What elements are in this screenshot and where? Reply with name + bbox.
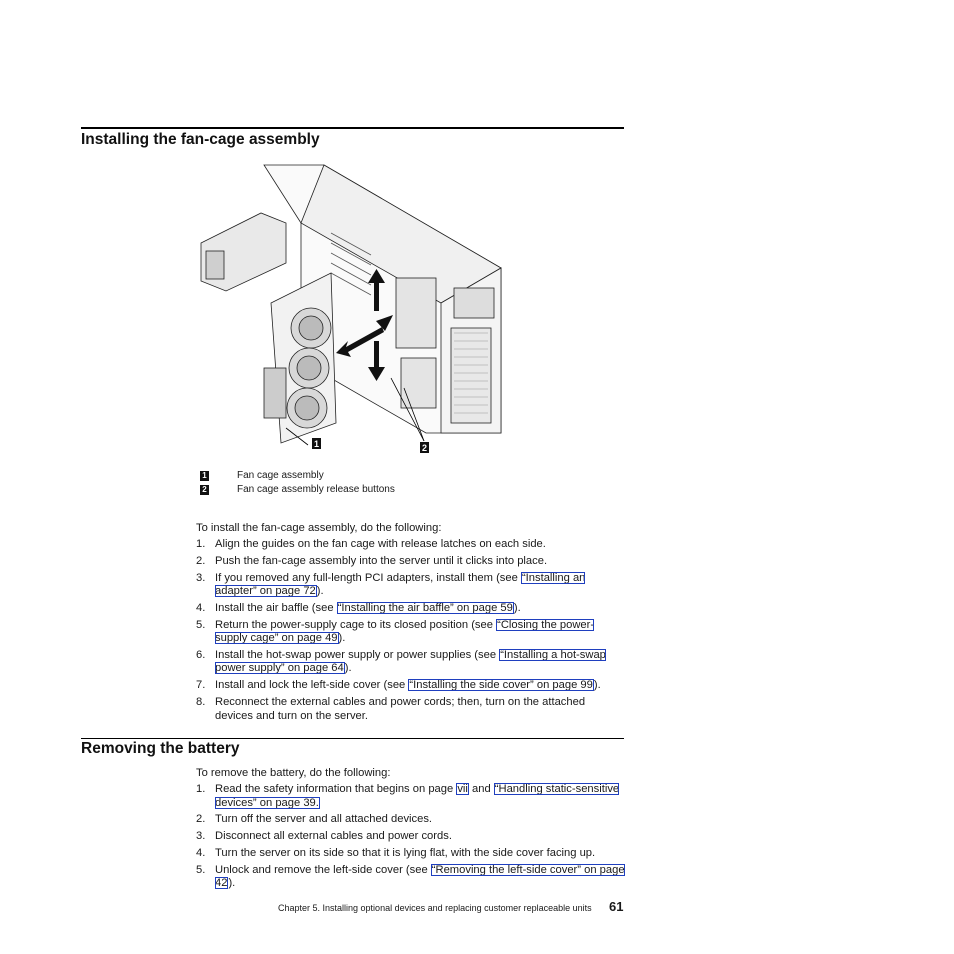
- list-item: [196, 813, 626, 827]
- list-item: [196, 679, 626, 693]
- step-text: If you removed any full-length PCI adapters, install them (see: [215, 571, 521, 584]
- callout-label: Fan cage assembly: [237, 470, 324, 481]
- page-footer-chapter: Chapter 5. Installing optional devices and replacing customer replaceable units: [278, 903, 592, 913]
- list-item: [196, 572, 626, 599]
- callout-number-box: 1: [200, 471, 209, 481]
- list-item: [196, 555, 626, 569]
- list-item: [196, 830, 626, 844]
- step-text: Disconnect all external cables and power cords.: [215, 830, 452, 843]
- list-item: [196, 696, 626, 723]
- step-number: 5.: [196, 618, 206, 631]
- step-text: Install the air baffle (see: [215, 601, 337, 614]
- list-item: [196, 602, 626, 616]
- battery-intro: To remove the battery, do the following:: [196, 767, 391, 779]
- step-number: 2.: [196, 554, 206, 567]
- page-number: 61: [609, 899, 624, 914]
- list-item: [196, 847, 626, 861]
- step-number: 2.: [196, 813, 206, 826]
- step-number: 3.: [196, 571, 206, 584]
- callout-legend-1: [200, 470, 324, 482]
- list-item: [196, 864, 626, 891]
- callout-number-box: 2: [200, 485, 209, 495]
- step-number: 1.: [196, 783, 206, 795]
- svg-text:1: 1: [313, 439, 320, 449]
- step-number: 1.: [196, 538, 206, 550]
- server-diagram: [196, 163, 506, 458]
- step-text: ).: [593, 679, 601, 692]
- callout-legend-2: [200, 484, 395, 496]
- step-text: Align the guides on the fan cage with release latches on each side.: [215, 538, 546, 550]
- cross-reference-link[interactable]: “Closing the power-supply cage” on page 49: [215, 618, 595, 645]
- step-text: Turn off the server and all attached devices.: [215, 813, 433, 826]
- section-title-battery: Removing the battery: [81, 740, 240, 757]
- step-text: Return the power-supply cage to its closed position (see: [215, 618, 497, 631]
- step-text: Push the fan-cage assembly into the server until it clicks into place.: [215, 554, 548, 567]
- list-item: [196, 783, 626, 810]
- step-text: Install and lock the left-side cover (see: [215, 679, 409, 692]
- list-item: [196, 649, 626, 676]
- battery-steps: [196, 783, 626, 894]
- cross-reference-link[interactable]: “Installing a hot-swap power supply” on page 64: [215, 648, 606, 675]
- step-text: ).: [338, 632, 346, 645]
- step-number: 4.: [196, 601, 206, 614]
- step-text: ).: [513, 601, 521, 614]
- step-number: 4.: [196, 846, 206, 859]
- svg-text:2: 2: [421, 443, 428, 453]
- step-number: 8.: [196, 696, 206, 709]
- step-text: Install the hot-swap power supply or power supplies (see: [215, 648, 500, 661]
- section-title-fan-cage: Installing the fan-cage assembly: [81, 131, 320, 148]
- cross-reference-link[interactable]: “Handling static-sensitive devices” on page 39.: [215, 783, 620, 809]
- step-number: 6.: [196, 648, 206, 661]
- fan-cage-steps: [196, 538, 626, 726]
- step-number: 7.: [196, 679, 206, 692]
- step-text: ).: [316, 585, 324, 598]
- step-text: ).: [344, 662, 352, 675]
- step-number: 3.: [196, 830, 206, 843]
- list-item: [196, 538, 626, 552]
- cross-reference-link[interactable]: “Installing an adapter” on page 72: [215, 571, 586, 598]
- fan-cage-intro: To install the fan-cage assembly, do the following:: [196, 522, 442, 534]
- cross-reference-link[interactable]: vii: [457, 783, 468, 795]
- step-text: Unlock and remove the left-side cover (see: [215, 863, 431, 876]
- step-text: and: [468, 783, 494, 795]
- step-text: Reconnect the external cables and power cords; then, turn on the attached devices and turn on the server.: [215, 696, 586, 722]
- fan-cage-illustration: [196, 163, 506, 458]
- section-rule-battery: [81, 738, 624, 739]
- step-text: Turn the server on its side so that it is lying flat, with the side cover facing up.: [215, 846, 596, 859]
- section-rule-top: [81, 127, 624, 129]
- cross-reference-link[interactable]: “Removing the left-side cover” on page 42: [215, 863, 625, 890]
- cross-reference-link[interactable]: “Installing the air baffle” on page 59: [337, 601, 513, 614]
- step-text: Read the safety information that begins on page: [215, 783, 457, 795]
- step-text: ).: [228, 877, 236, 890]
- callout-label: Fan cage assembly release buttons: [237, 484, 395, 495]
- list-item: [196, 619, 626, 646]
- cross-reference-link[interactable]: “Installing the side cover” on page 99: [409, 679, 593, 692]
- step-number: 5.: [196, 863, 206, 876]
